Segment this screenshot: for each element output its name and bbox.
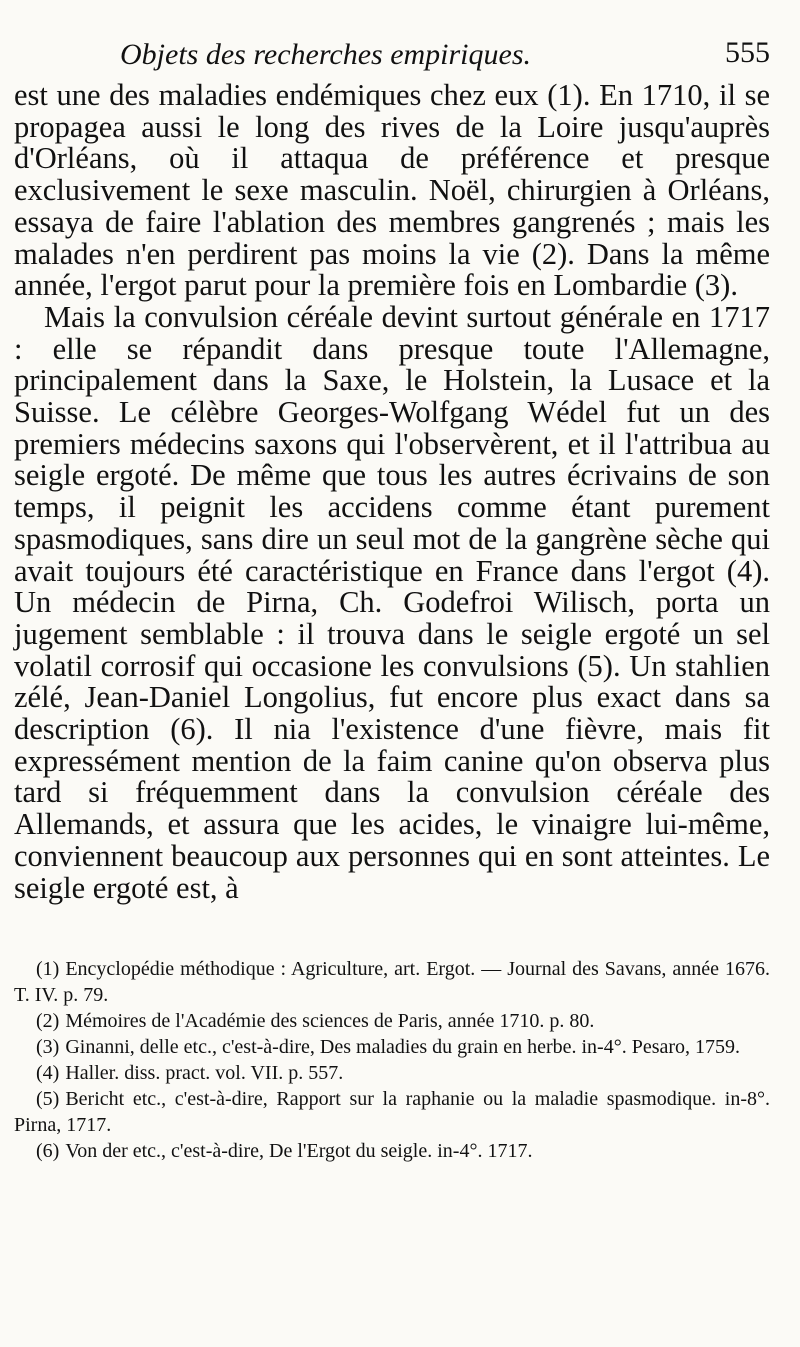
body-text	[14, 80, 770, 904]
running-head	[14, 30, 770, 80]
footnote-text: Bericht etc., c'est-à-dire, Rapport sur la raphanie ou la maladie spasmodique. in-8°. Pirna, 1717.	[14, 1088, 770, 1137]
footnote-number: (1)	[36, 958, 60, 981]
footnote-text: Ginanni, delle etc., c'est-à-dire, Des maladies du grain en herbe. in-4°. Pesaro, 1759.	[65, 1036, 741, 1059]
footnote-number: (4)	[36, 1062, 60, 1085]
paragraph-1: est une des maladies endémiques chez eux (1). En 1710, il se propagea aussi le long des rives de la Loire jusqu'auprès d'Orléans, où il attaqua de préférence et presque exclusivement le sexe masculin. Noël, chirurgien à Orléans, essaya de faire l'ablation des membres gangrenés ; mais les malades n'en perdirent pas moins la vie (2). Dans la même année, l'ergot parut pour la première fois en Lombardie (3).	[14, 78, 770, 303]
footnote	[14, 1086, 770, 1138]
footnote-number: (6)	[36, 1140, 60, 1163]
paragraph-2: Mais la convulsion céréale devint surtout générale en 1717 : elle se répandit dans presque toute l'Allemagne, principalement dans la Saxe, le Holstein, la Lusace et la Suisse. Le célèbre Georges-Wolfgang Wédel fut un des premiers médecins saxons qui l'observèrent, et il l'attribua au seigle ergoté. De même que tous les autres écrivains de son temps, il peignit les accidens comme étant purement spasmodiques, sans dire un seul mot de la gangrène sèche qui avait toujours été caractéristique en France dans l'ergot (4). Un médecin de Pirna, Ch. Godefroi Wilisch, porta un jugement semblable : il trouva dans le seigle ergoté un sel volatil corrosif qui occasione les convulsions (5). Un stahlien zélé, Jean-Daniel Longolius, fut encore plus exact dans sa description (6). Il nia l'existence d'une fièvre, mais fit expressément mention de la faim canine qu'on observa plus tard si fréquemment dans la convulsion céréale des Allemands, et assura que les acides, le vinaigre lui-même, conviennent beaucoup aux personnes qui en sont atteintes. Le seigle ergoté est, à	[14, 299, 770, 905]
footnote-text: Von der etc., c'est-à-dire, De l'Ergot du seigle. in-4°. 1717.	[65, 1140, 533, 1163]
footnote-text: Mémoires de l'Académie des sciences de Paris, année 1710. p. 80.	[65, 1010, 595, 1033]
footnote-number: (5)	[36, 1088, 60, 1111]
footnote	[14, 1060, 770, 1086]
footnote-number: (2)	[36, 1010, 60, 1033]
footnote-text: Encyclopédie méthodique : Agriculture, art. Ergot. — Journal des Savans, année 1676. T. IV. p. 79.	[14, 958, 770, 1007]
footnote	[14, 956, 770, 1008]
footnote-text: Haller. diss. pract. vol. VII. p. 557.	[65, 1062, 344, 1085]
footnote	[14, 1138, 770, 1164]
footnotes	[14, 956, 770, 1164]
footnote	[14, 1034, 770, 1060]
footnote	[14, 1008, 770, 1034]
footnote-number: (3)	[36, 1036, 60, 1059]
running-title: Objets des recherches empiriques.	[120, 38, 532, 71]
page-number: 555	[725, 36, 770, 69]
